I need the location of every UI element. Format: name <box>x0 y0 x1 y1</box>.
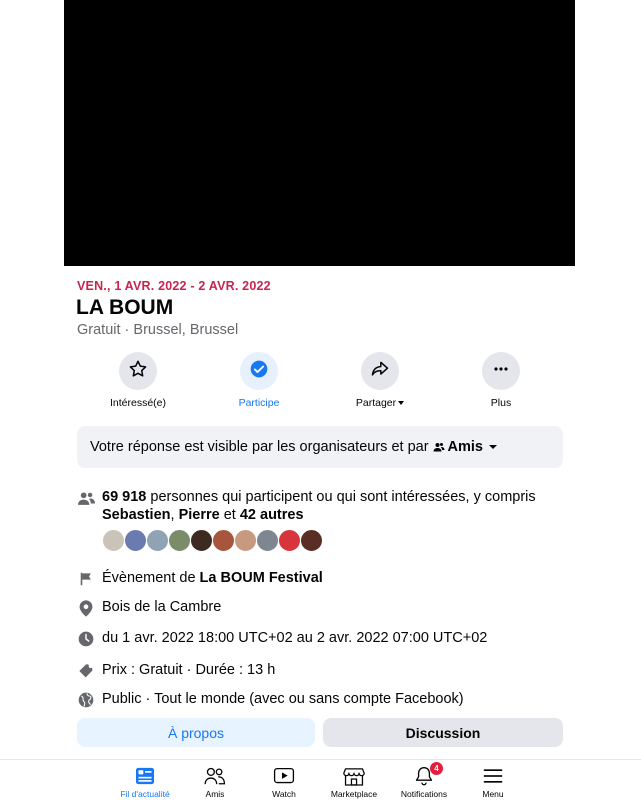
nav-marketplace[interactable] <box>319 766 389 799</box>
nav-label: Amis <box>205 789 225 799</box>
share-icon <box>370 359 390 384</box>
event-location: Brussel, Brussel <box>133 322 239 338</box>
friend-link[interactable]: Pierre <box>178 507 220 523</box>
separator: · <box>124 322 130 338</box>
news-feed-icon <box>110 766 180 786</box>
nav-watch[interactable] <box>249 766 319 799</box>
tab-about[interactable]: À propos <box>77 718 315 747</box>
datetime-row <box>77 629 563 648</box>
place-row[interactable] <box>77 598 563 617</box>
globe-icon <box>77 691 95 709</box>
nav-label: Menu <box>482 789 504 799</box>
interested-label: Intéressé(e) <box>109 397 167 409</box>
star-icon <box>128 359 148 384</box>
price-duration-text: Prix : Gratuit · Durée : 13 h <box>102 662 276 678</box>
notification-badge: 4 <box>430 762 443 775</box>
audience-selector[interactable] <box>433 439 497 455</box>
nav-menu[interactable] <box>458 766 528 799</box>
chevron-down-icon <box>398 401 404 405</box>
place-text: Bois de la Cambre <box>102 599 222 615</box>
privacy-text: Public · Tout le monde (avec ou sans compte Facebook) <box>102 691 464 707</box>
bell-icon <box>389 766 459 786</box>
more-button[interactable] <box>451 352 551 409</box>
avatar[interactable] <box>256 529 279 552</box>
ticket-icon <box>77 662 95 680</box>
audience-label: Amis <box>447 439 483 455</box>
event-title: LA BOUM <box>76 296 174 319</box>
avatar[interactable] <box>300 529 323 552</box>
more-label: Plus <box>490 397 512 409</box>
avatar[interactable] <box>146 529 169 552</box>
location-pin-icon <box>77 599 95 617</box>
watch-icon <box>249 766 319 786</box>
attendee-count: 69 918 <box>102 489 147 505</box>
nav-label: Notifications <box>400 789 448 799</box>
organizer-row: Évènement de La BOUM Festival <box>77 569 563 588</box>
chevron-down-icon <box>489 445 497 449</box>
friends-icon <box>180 766 250 786</box>
avatar[interactable] <box>212 529 235 552</box>
flag-icon <box>77 570 95 588</box>
avatar[interactable] <box>234 529 257 552</box>
nav-label: Watch <box>272 789 296 799</box>
going-button[interactable] <box>209 352 309 409</box>
response-visibility-bar <box>77 426 563 468</box>
price-duration-row <box>77 661 563 680</box>
check-circle-icon <box>249 359 269 384</box>
bottom-navigation <box>0 759 641 800</box>
nav-friends[interactable] <box>180 766 250 799</box>
nav-notifications[interactable] <box>389 766 459 799</box>
event-price: Gratuit <box>77 322 121 338</box>
avatar[interactable] <box>168 529 191 552</box>
nav-label: Fil d'actualité <box>120 789 170 799</box>
event-actions <box>77 352 563 412</box>
more-icon <box>491 359 511 384</box>
going-label: Participe <box>238 397 280 409</box>
privacy-row <box>77 690 563 709</box>
attendee-avatars[interactable] <box>102 529 322 552</box>
event-subtitle <box>77 322 238 338</box>
attendees-row: 69 918 personnes qui participent ou qui sont intéressées, y compris Sebastien, Pierre et 42 autres <box>77 488 563 524</box>
nav-label: Marketplace <box>330 789 378 799</box>
attendee-text: personnes qui participent ou qui sont intéressées, y compris <box>146 489 536 505</box>
clock-icon <box>77 630 95 648</box>
share-button[interactable] <box>330 352 430 409</box>
nav-news-feed[interactable] <box>110 766 180 799</box>
friend-link[interactable]: Sebastien <box>102 507 171 523</box>
visibility-text: Votre réponse est visible par les organisateurs et par <box>90 439 429 455</box>
tab-discussion[interactable]: Discussion <box>323 718 563 747</box>
avatar[interactable] <box>124 529 147 552</box>
event-cover-image[interactable] <box>64 0 575 266</box>
datetime-text: du 1 avr. 2022 18:00 UTC+02 au 2 avr. 2022 07:00 UTC+02 <box>102 630 488 646</box>
share-label: Partager <box>355 397 397 409</box>
friends-icon <box>433 441 445 453</box>
interested-button[interactable] <box>88 352 188 409</box>
avatar[interactable] <box>102 529 125 552</box>
menu-icon <box>458 766 528 786</box>
marketplace-icon <box>319 766 389 786</box>
organizer-link[interactable]: La BOUM Festival <box>199 570 323 586</box>
event-date: VEN., 1 AVR. 2022 - 2 AVR. 2022 <box>77 279 271 293</box>
others-link[interactable]: 42 autres <box>239 507 304 523</box>
avatar[interactable] <box>278 529 301 552</box>
people-icon <box>77 489 95 507</box>
avatar[interactable] <box>190 529 213 552</box>
